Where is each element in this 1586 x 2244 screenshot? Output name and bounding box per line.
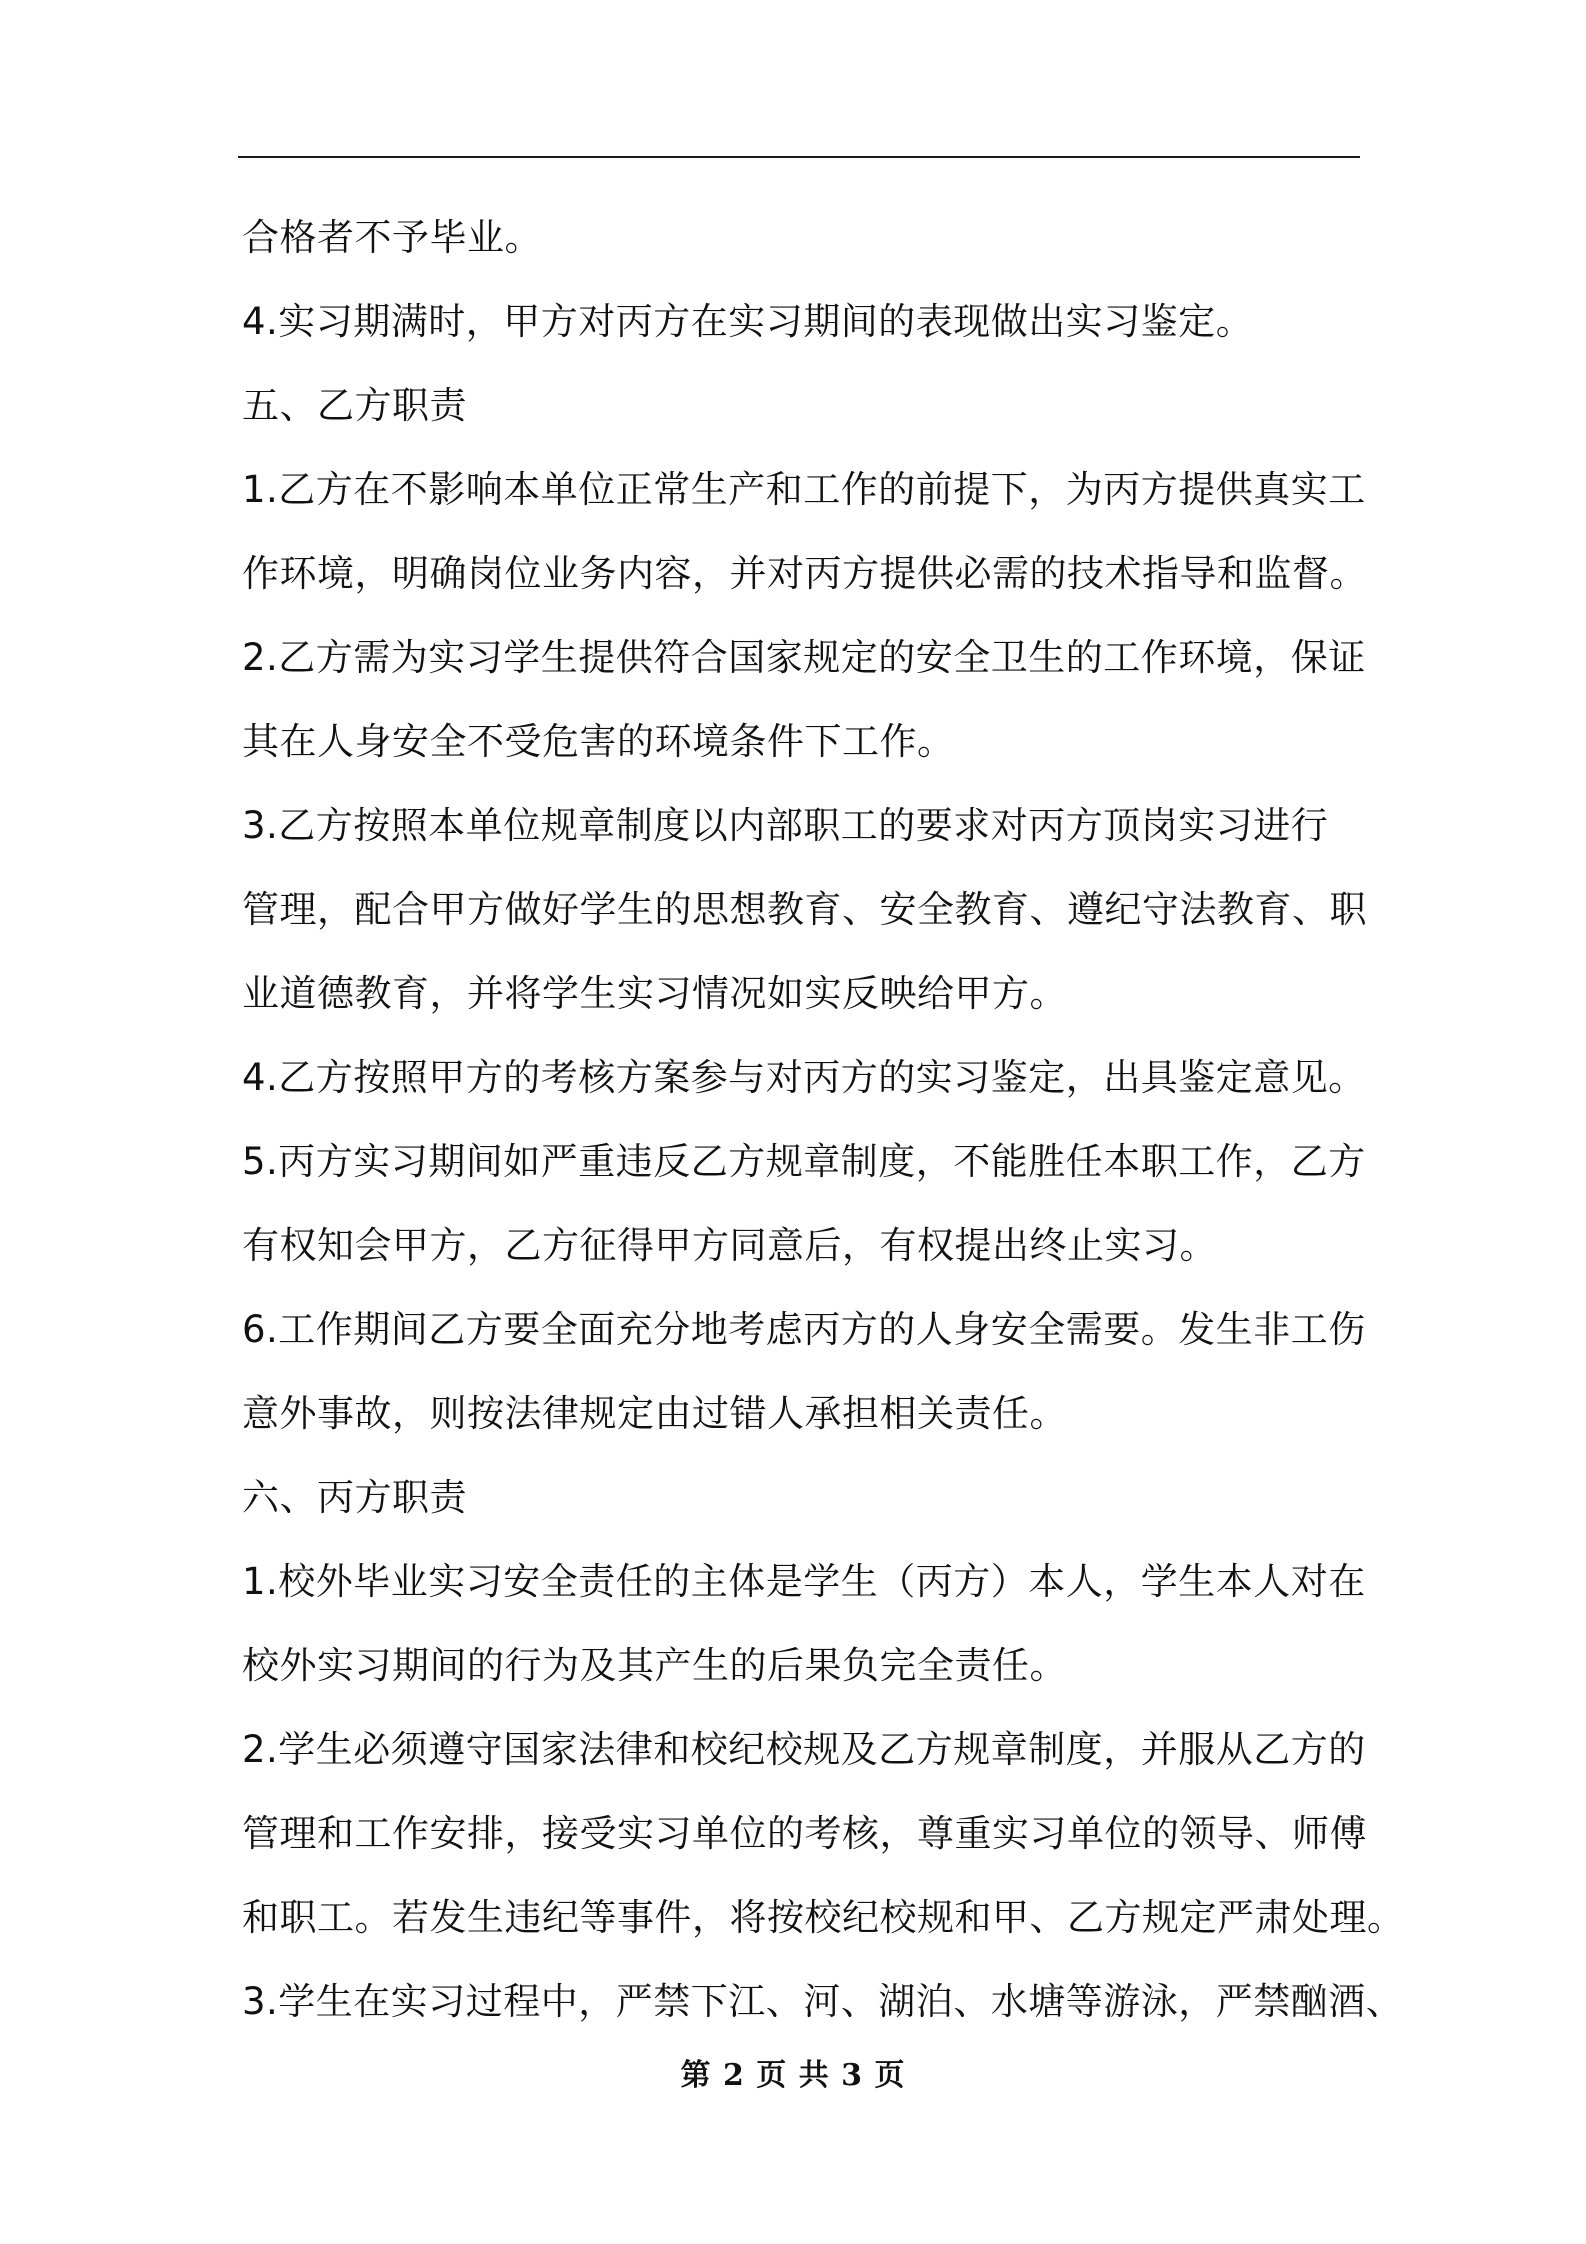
text-line: 2.学生必须遵守国家法律和校纪校规及乙方规章制度，并服从乙方的 [242, 1728, 1366, 1771]
text-line: 有权知会甲方，乙方征得甲方同意后，有权提出终止实习。 [242, 1224, 1217, 1267]
page-number: 第 2 页 共 3 页 [680, 2058, 906, 2093]
document-body [242, 196, 1405, 2044]
text-line: 4.乙方按照甲方的考核方案参与对丙方的实习鉴定，出具鉴定意见。 [242, 1056, 1366, 1099]
text-line: 意外事故，则按法律规定由过错人承担相关责任。 [242, 1392, 1067, 1435]
text-line: 2.乙方需为实习学生提供符合国家规定的安全卫生的工作环境，保证 [242, 636, 1366, 679]
text-line: 管理和工作安排，接受实习单位的考核，尊重实习单位的领导、师傅 [242, 1812, 1367, 1855]
text-line: 6.工作期间乙方要全面充分地考虑丙方的人身安全需要。发生非工伤 [242, 1308, 1366, 1351]
text-line: 合格者不予毕业。 [242, 216, 542, 259]
text-line: 和职工。若发生违纪等事件，将按校纪校规和甲、乙方规定严肃处理。 [242, 1896, 1405, 1939]
text-line: 4.实习期满时，甲方对丙方在实习期间的表现做出实习鉴定。 [242, 300, 1254, 343]
text-line: 3.乙方按照本单位规章制度以内部职工的要求对丙方顶岗实习进行 [242, 804, 1329, 847]
text-line: 其在人身安全不受危害的环境条件下工作。 [242, 720, 955, 763]
text-line: 管理，配合甲方做好学生的思想教育、安全教育、遵纪守法教育、职 [242, 888, 1367, 931]
text-line: 5.丙方实习期间如严重违反乙方规章制度，不能胜任本职工作，乙方 [242, 1140, 1366, 1183]
section-heading: 五、乙方职责 [242, 384, 467, 427]
text-line: 业道德教育，并将学生实习情况如实反映给甲方。 [242, 972, 1067, 1015]
text-line: 1.校外毕业实习安全责任的主体是学生（丙方）本人，学生本人对在 [242, 1560, 1366, 1603]
text-line: 校外实习期间的行为及其产生的后果负完全责任。 [242, 1644, 1067, 1687]
page-footer [0, 2050, 1586, 2094]
text-line: 作环境，明确岗位业务内容，并对丙方提供必需的技术指导和监督。 [242, 552, 1367, 595]
header-rule [238, 156, 1360, 158]
section-heading: 六、丙方职责 [242, 1476, 467, 1519]
text-line: 1.乙方在不影响本单位正常生产和工作的前提下，为丙方提供真实工 [242, 468, 1366, 511]
text-line: 3.学生在实习过程中，严禁下江、河、湖泊、水塘等游泳，严禁酗酒、 [242, 1980, 1404, 2023]
